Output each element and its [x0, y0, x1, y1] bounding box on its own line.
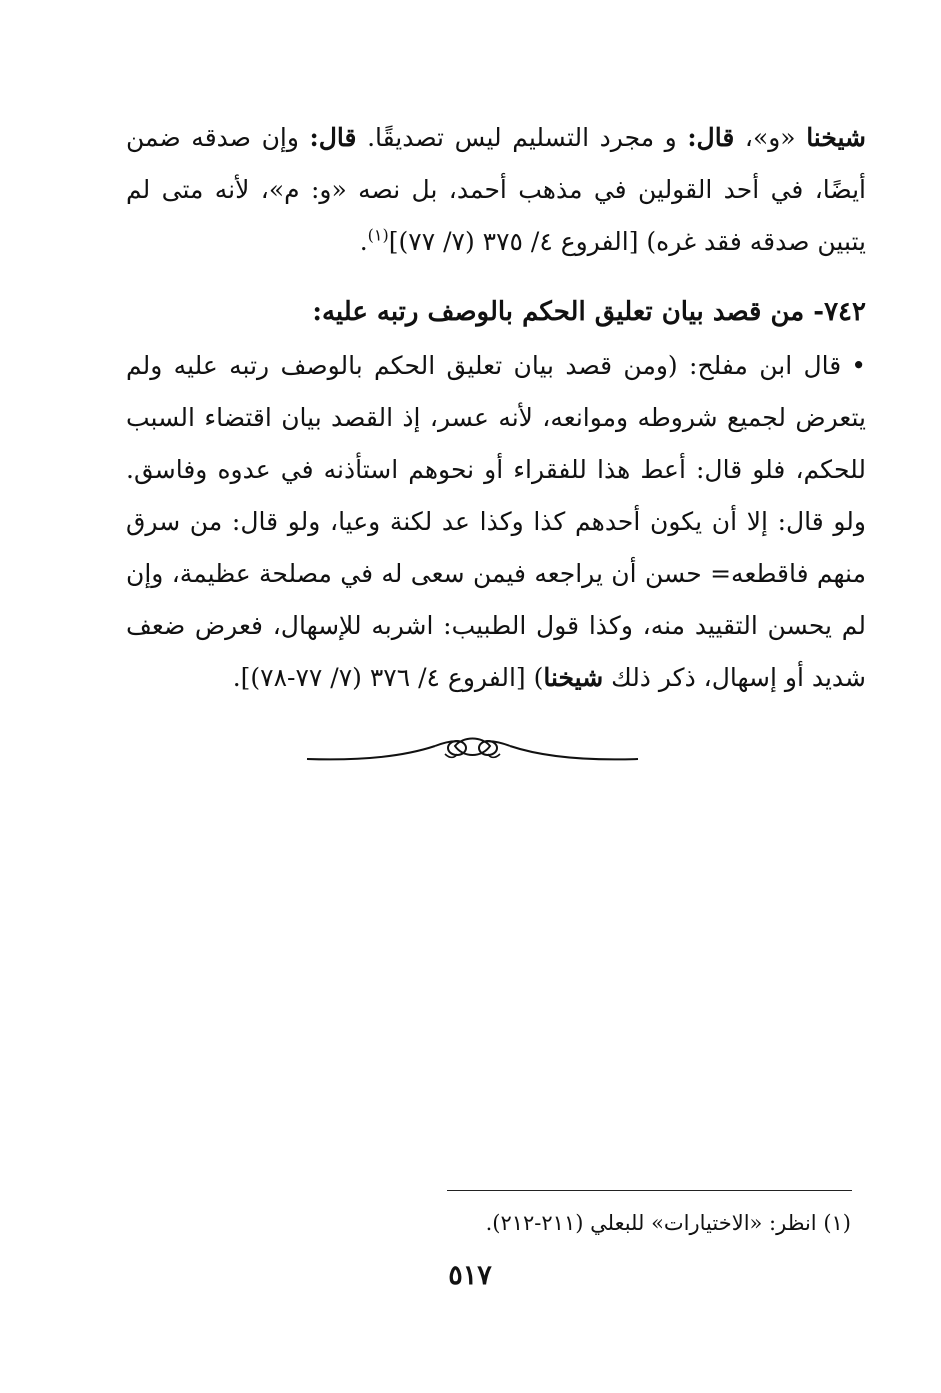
paragraph-continuation	[126, 112, 866, 268]
paragraph-text: «و»،	[734, 123, 807, 152]
paragraph-text: و مجرد التسليم ليس تصديقًا.	[356, 123, 688, 152]
page-number: ٥١٧	[448, 1260, 492, 1291]
bold-term-shaykhuna: شيخنا	[543, 663, 604, 692]
footnote-reference: (١)	[367, 225, 389, 245]
bold-term-qal: قال:	[687, 123, 735, 152]
footnote-number: (١)	[823, 1211, 851, 1235]
paragraph-end: .	[359, 227, 368, 256]
paragraph-text: قال ابن مفلح: (ومن قصد بيان تعليق الحكم بالوصف رتبه عليه ولم يتعرض لجميع شروطه وموانعه، لأنه عسر، إذ القصد بيان اقتضاء السبب للحكم، فلو قال: أعط هذا للفقراء أو نحوهم استأذنه في عدوه وفاسق. ولو قال: إلا أن يكون أحدهم كذا وكذا عد لكنة وعيا، ولو قال: من سرق منهم فاقطعه= حسن أن يراجعه فيمن سعى له في مصلحة عظيمة، وإن لم يحسن التقييد منه، وكذا قول الطبيب: اشربه للإسهال، فعرض ضعف شديد أو إسهال، ذكر ذلك	[126, 351, 866, 692]
paragraph-text: ) [الفروع ٤/ ٣٧٦ (٧/ ٧٧-٧٨)].	[232, 663, 544, 692]
footnote-separator	[447, 1190, 852, 1191]
bold-term-qal: قال:	[309, 123, 357, 152]
footnote	[351, 1206, 851, 1240]
bold-term-shaykhuna: شيخنا	[806, 123, 866, 152]
ornament-divider-icon	[305, 726, 640, 776]
paragraph-text: وإن صدقه ضمن أيضًا، في أحد القولين في مذهب أحمد، بل نصه «و: م»، لأنه متى لم يتبين صدقه فقد غره) [الفروع ٤/ ٣٧٥ (٧/ ٧٧)]	[126, 123, 866, 256]
section-paragraph	[126, 340, 866, 704]
footnote-text: انظر: «الاختيارات» للبعلي (٢١١-٢١٢).	[485, 1211, 817, 1235]
bullet-icon: •	[851, 351, 866, 380]
section-heading: ٧٤٢- من قصد بيان تعليق الحكم بالوصف رتبه عليه:	[312, 297, 866, 327]
